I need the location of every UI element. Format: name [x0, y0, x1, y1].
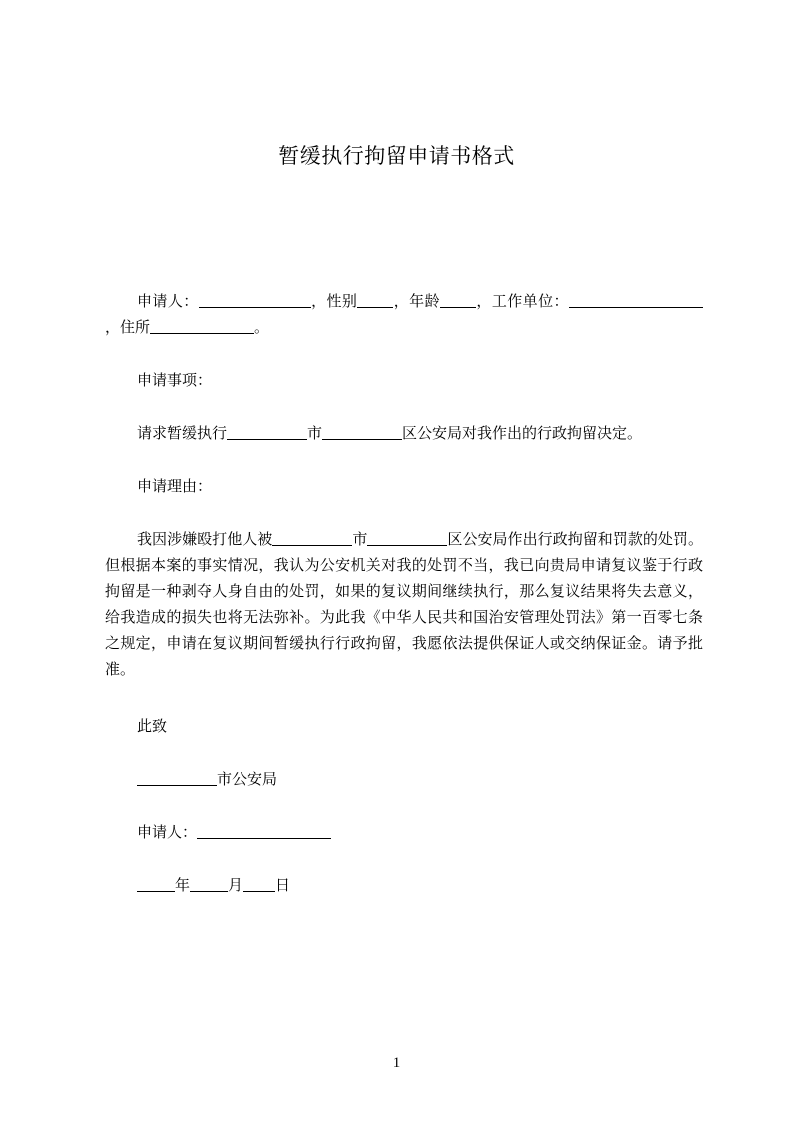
closing-phrase: 此致	[137, 717, 168, 735]
date-line	[105, 872, 703, 898]
request-paragraph	[105, 420, 703, 446]
work-unit-label: ，工作单位：	[476, 292, 569, 310]
reason-city-blank	[272, 530, 352, 546]
applicant-info-end-mark: 。	[254, 318, 270, 336]
request-heading: 申请事项：	[137, 371, 213, 389]
applicant-info-paragraph	[105, 288, 703, 340]
request-city-label: 市	[307, 424, 323, 442]
work-unit-blank	[569, 292, 681, 308]
applicant-label: 申请人：	[137, 292, 199, 310]
request-city-blank	[227, 424, 307, 440]
year-blank	[137, 876, 175, 892]
work-unit-blank-continued	[681, 292, 703, 308]
reason-body: 区公安局作出行政拘留和罚款的处罚。但根据本案的事实情况，我认为公安机关对我的处罚不当，我已向贵局申请复议鉴于行政拘留是一种剥夺人身自由的处罚，如果的复议期间继续执行，那么复议结果将失去意义，给我造成的损失也将无法弥补。为此我《中华人民共和国治安管理处罚法》第一百零七条之规定，申请在复议期间暂缓执行行政拘留，我愿依法提供保证人或交纳保证金。请予批准。	[105, 530, 703, 678]
address-blank	[150, 318, 254, 334]
reason-prefix: 我因涉嫌殴打他人被	[137, 530, 273, 548]
signature-line	[105, 819, 703, 845]
month-label: 月	[228, 876, 244, 894]
address-label: ，住所	[105, 318, 151, 336]
day-label: 日	[275, 876, 291, 894]
page-number: 1	[392, 1055, 401, 1071]
year-label: 年	[175, 876, 191, 894]
signature-label: 申请人：	[137, 823, 198, 841]
recipient-city-blank	[137, 770, 217, 786]
gender-label: ，性别	[310, 292, 358, 310]
gender-blank	[357, 292, 393, 308]
applicant-name-blank	[199, 292, 311, 308]
reason-paragraph	[105, 526, 703, 682]
age-blank	[440, 292, 476, 308]
request-district-blank	[322, 424, 402, 440]
document-body	[105, 288, 703, 898]
reason-district-blank	[367, 530, 447, 546]
recipient-label: 市公安局	[217, 770, 278, 788]
day-blank	[243, 876, 275, 892]
age-label: ，年龄	[393, 292, 441, 310]
reason-heading: 申请理由：	[137, 477, 213, 495]
document-title: 暂缓执行拘留申请书格式	[278, 144, 515, 168]
reason-city-label: 市	[352, 530, 368, 548]
recipient-line	[105, 766, 703, 792]
month-blank	[190, 876, 228, 892]
request-suffix: 区公安局对我作出的行政拘留决定。	[402, 424, 643, 442]
signature-blank	[197, 823, 331, 839]
request-prefix: 请求暂缓执行	[137, 424, 228, 442]
